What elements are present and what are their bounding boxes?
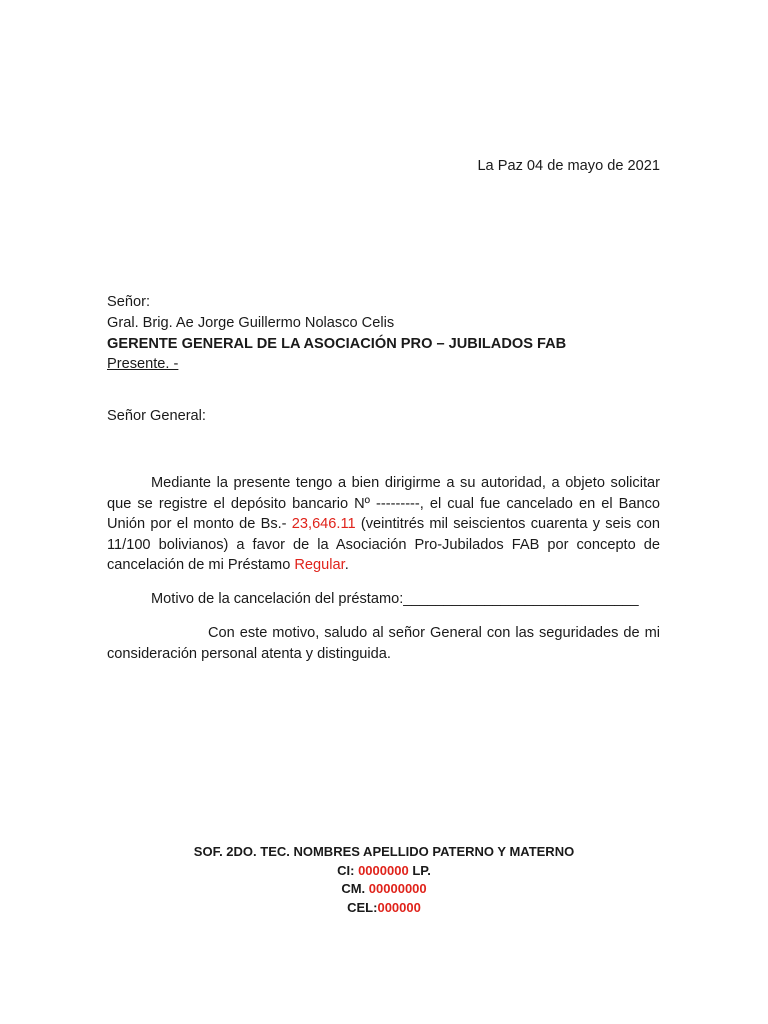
signature-cm (0, 880, 768, 899)
closing-paragraph: Con este motivo, saludo al señor General con las seguridades de mi consideración personal atenta y distinguida. (107, 625, 660, 662)
body-paragraph (107, 473, 660, 576)
cel-label: CEL: (347, 899, 378, 915)
loan-type: Regular (294, 557, 345, 574)
signature-name: SOF. 2DO. TEC. NOMBRES APELLIDO PATERNO Y MATERNO (193, 844, 575, 859)
body-text-part1: Mediante la presente tengo a bien dirigirme a su autoridad, a objeto solicitar que se registre el depósito bancario Nº ---------, el cual fue cancelado en el Banco Unión por el monto de Bs.- (107, 475, 660, 533)
signature-block (0, 843, 768, 917)
recipient-block (107, 292, 566, 375)
amount-value: 23,646.11 (291, 516, 356, 533)
motivo-line: Motivo de la cancelación del préstamo:_____________________________ (151, 591, 639, 607)
recipient-greeting: Señor: (107, 294, 150, 310)
presente-label: Presente. - (107, 356, 179, 373)
body-text-part2: (veintitrés mil seiscientos cuarenta y seis con 11/100 bolivianos) a favor de la Asociación Pro-Jubilados FAB por concepto de cancelación de mi Préstamo (107, 516, 660, 574)
ci-label: CI: (337, 862, 359, 878)
cm-label: CM. (341, 881, 369, 896)
body-text-part3: . (344, 557, 349, 574)
cel-value: 000000 (377, 899, 421, 915)
signature-cel (0, 899, 768, 918)
signature-ci (0, 862, 768, 881)
ci-suffix: LP. (408, 862, 431, 878)
salutation: Señor General: (107, 408, 206, 424)
recipient-title: GERENTE GENERAL DE LA ASOCIACIÓN PRO – JUBILADOS FAB (107, 335, 567, 352)
ci-value: 0000000 (358, 862, 409, 878)
letter-date: La Paz 04 de mayo de 2021 (477, 158, 660, 174)
cm-value: 00000000 (368, 881, 427, 896)
recipient-name: Gral. Brig. Ae Jorge Guillermo Nolasco Celis (107, 314, 395, 331)
